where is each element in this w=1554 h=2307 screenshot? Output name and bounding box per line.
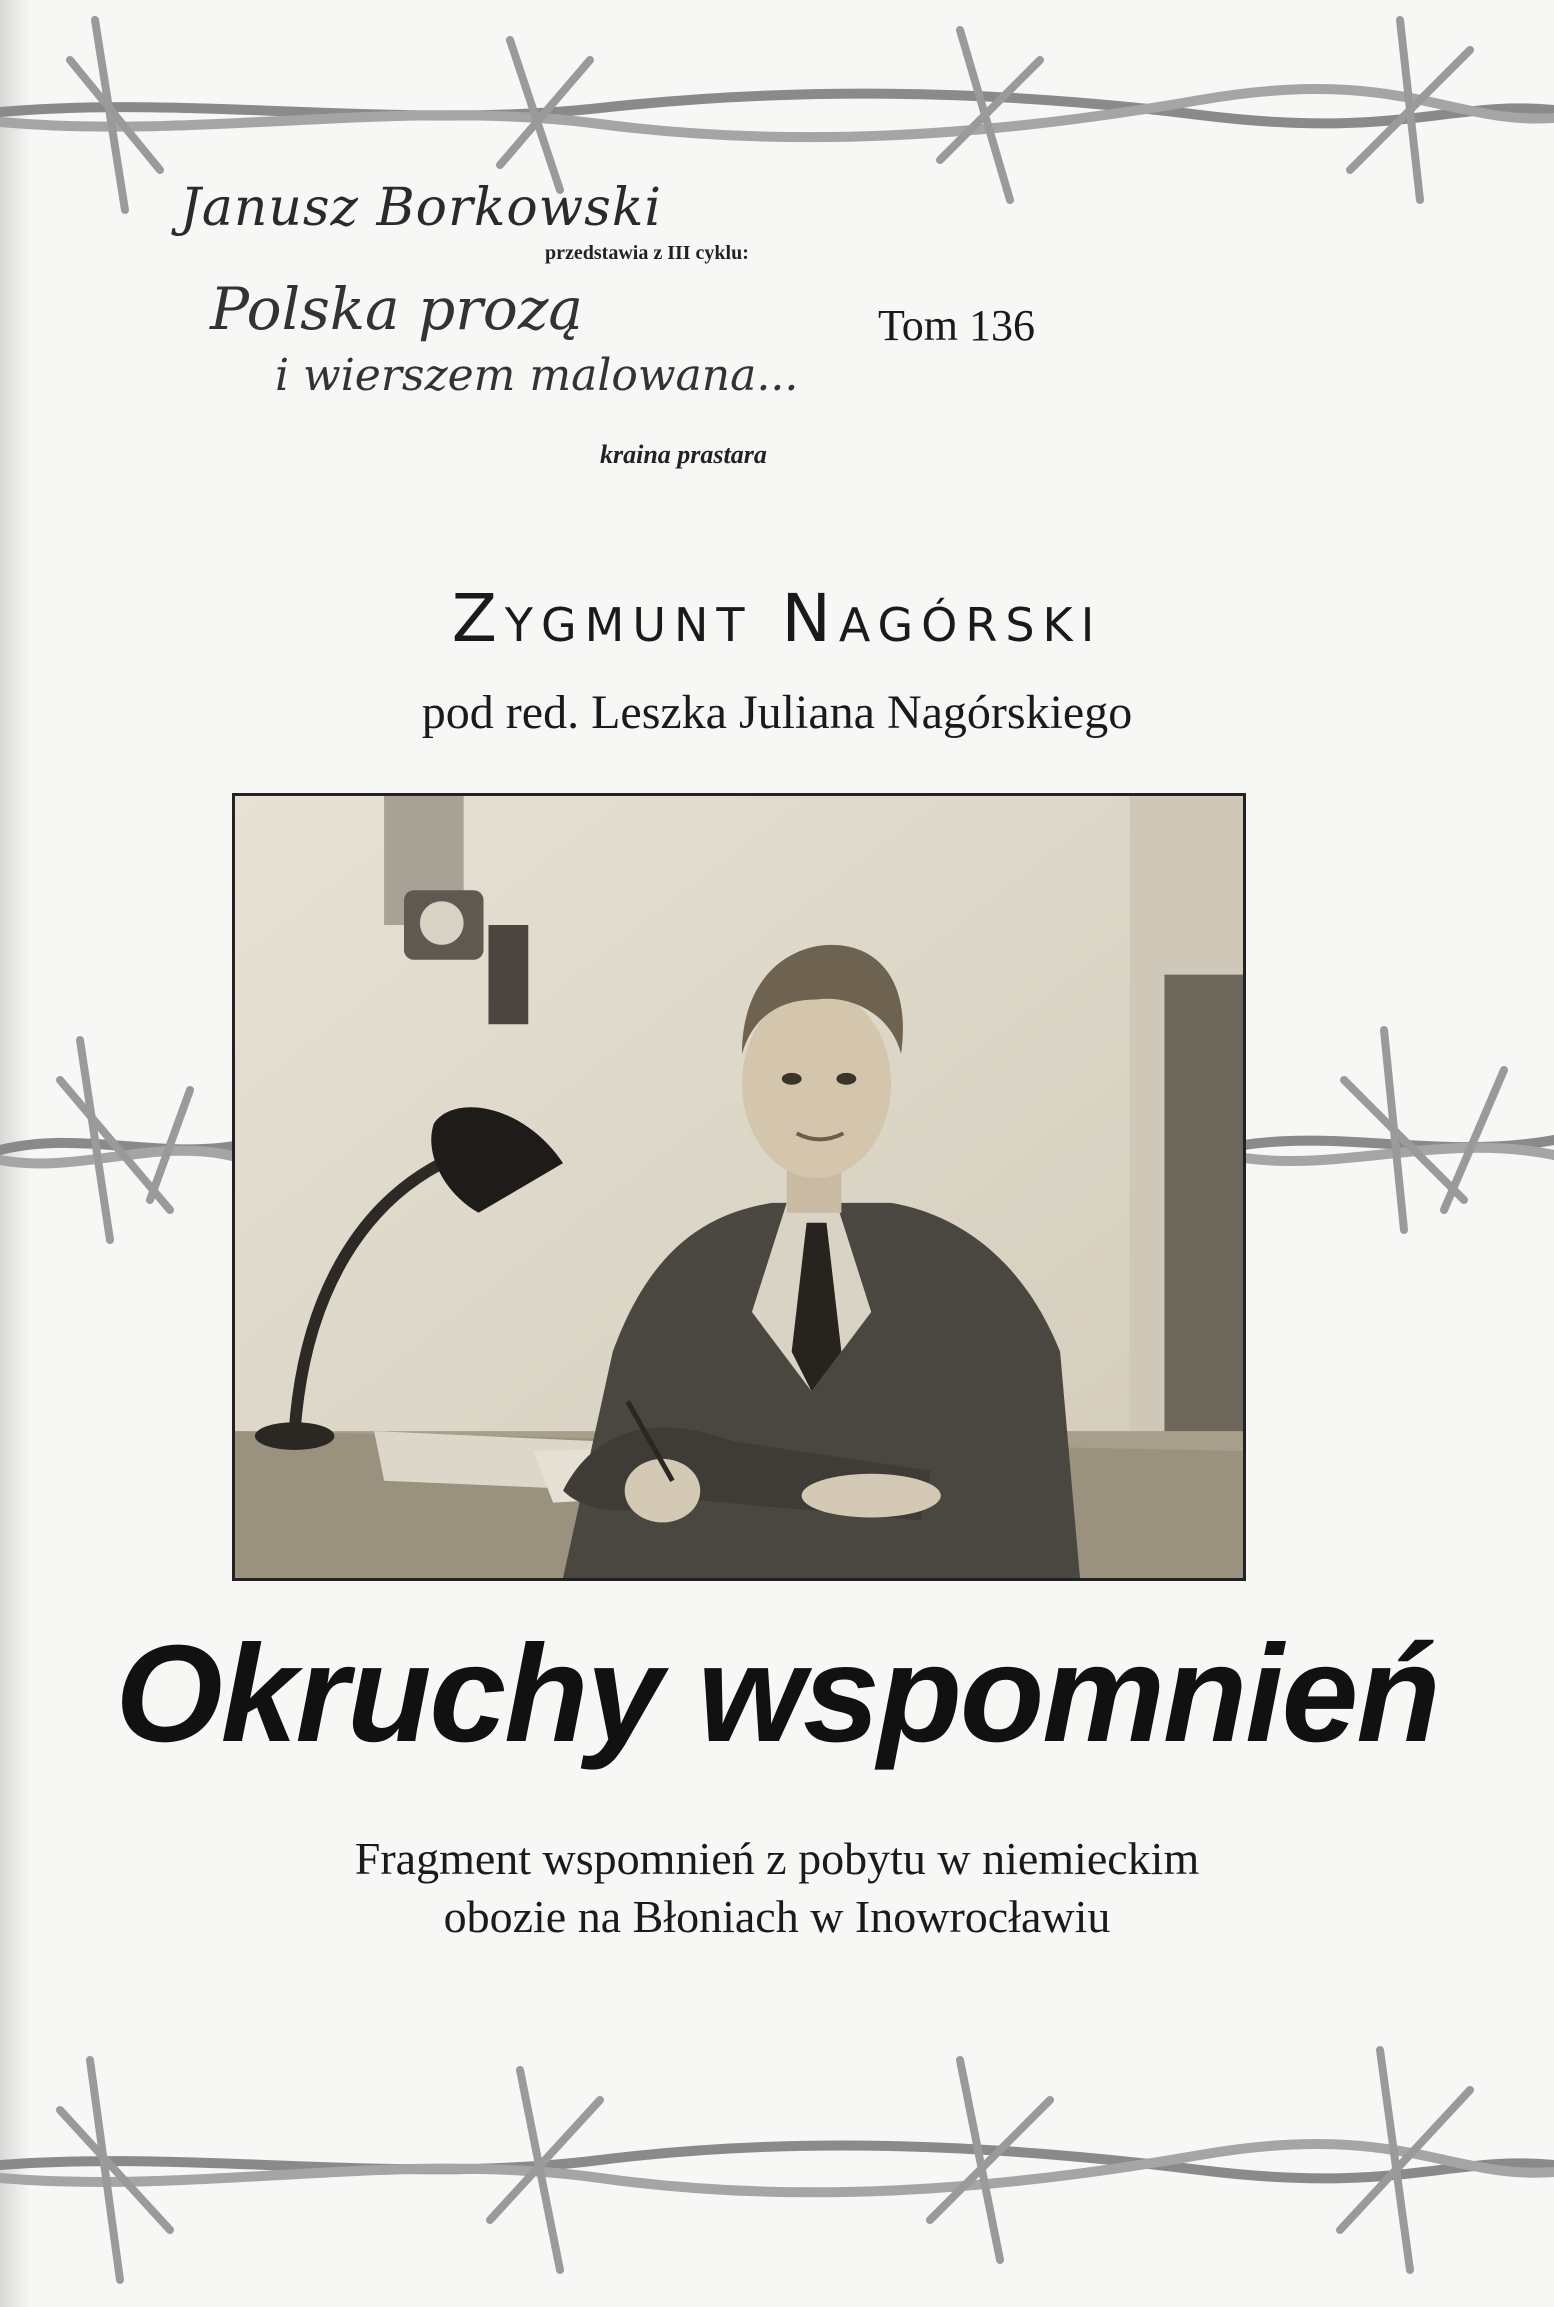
book-title: Okruchy wspomnień xyxy=(115,1617,1439,1771)
series-title-line1: Polska prozą xyxy=(210,275,583,343)
portrait-photo-illustration xyxy=(235,796,1243,1578)
barbed-wire-middle-right xyxy=(1244,1010,1554,1280)
volume-number: Tom 136 xyxy=(878,301,1036,350)
barbed-wire-bottom xyxy=(0,2020,1554,2307)
book-subtitle xyxy=(0,1830,1554,1946)
series-author-name: Janusz Borkowski xyxy=(180,178,662,238)
portrait-photo xyxy=(232,793,1246,1581)
barbed-wire-top xyxy=(0,0,1554,300)
barbed-wire-middle-left xyxy=(0,1010,240,1280)
book-subtitle-line1: Fragment wspomnień z pobytu w niemieckim xyxy=(354,1833,1200,1884)
book-editor: pod red. Leszka Juliana Nagórskiego xyxy=(421,686,1133,739)
series-title-line2: i wierszem malowana... xyxy=(275,350,799,401)
book-subtitle-line2: obozie na Błoniach w Inowrocławiu xyxy=(443,1891,1111,1942)
series-presents-label: przedstawia z III cyklu: xyxy=(545,242,749,264)
series-subtitle: kraina prastara xyxy=(600,440,767,469)
book-author: Zygmunt Nagórski xyxy=(451,580,1103,657)
